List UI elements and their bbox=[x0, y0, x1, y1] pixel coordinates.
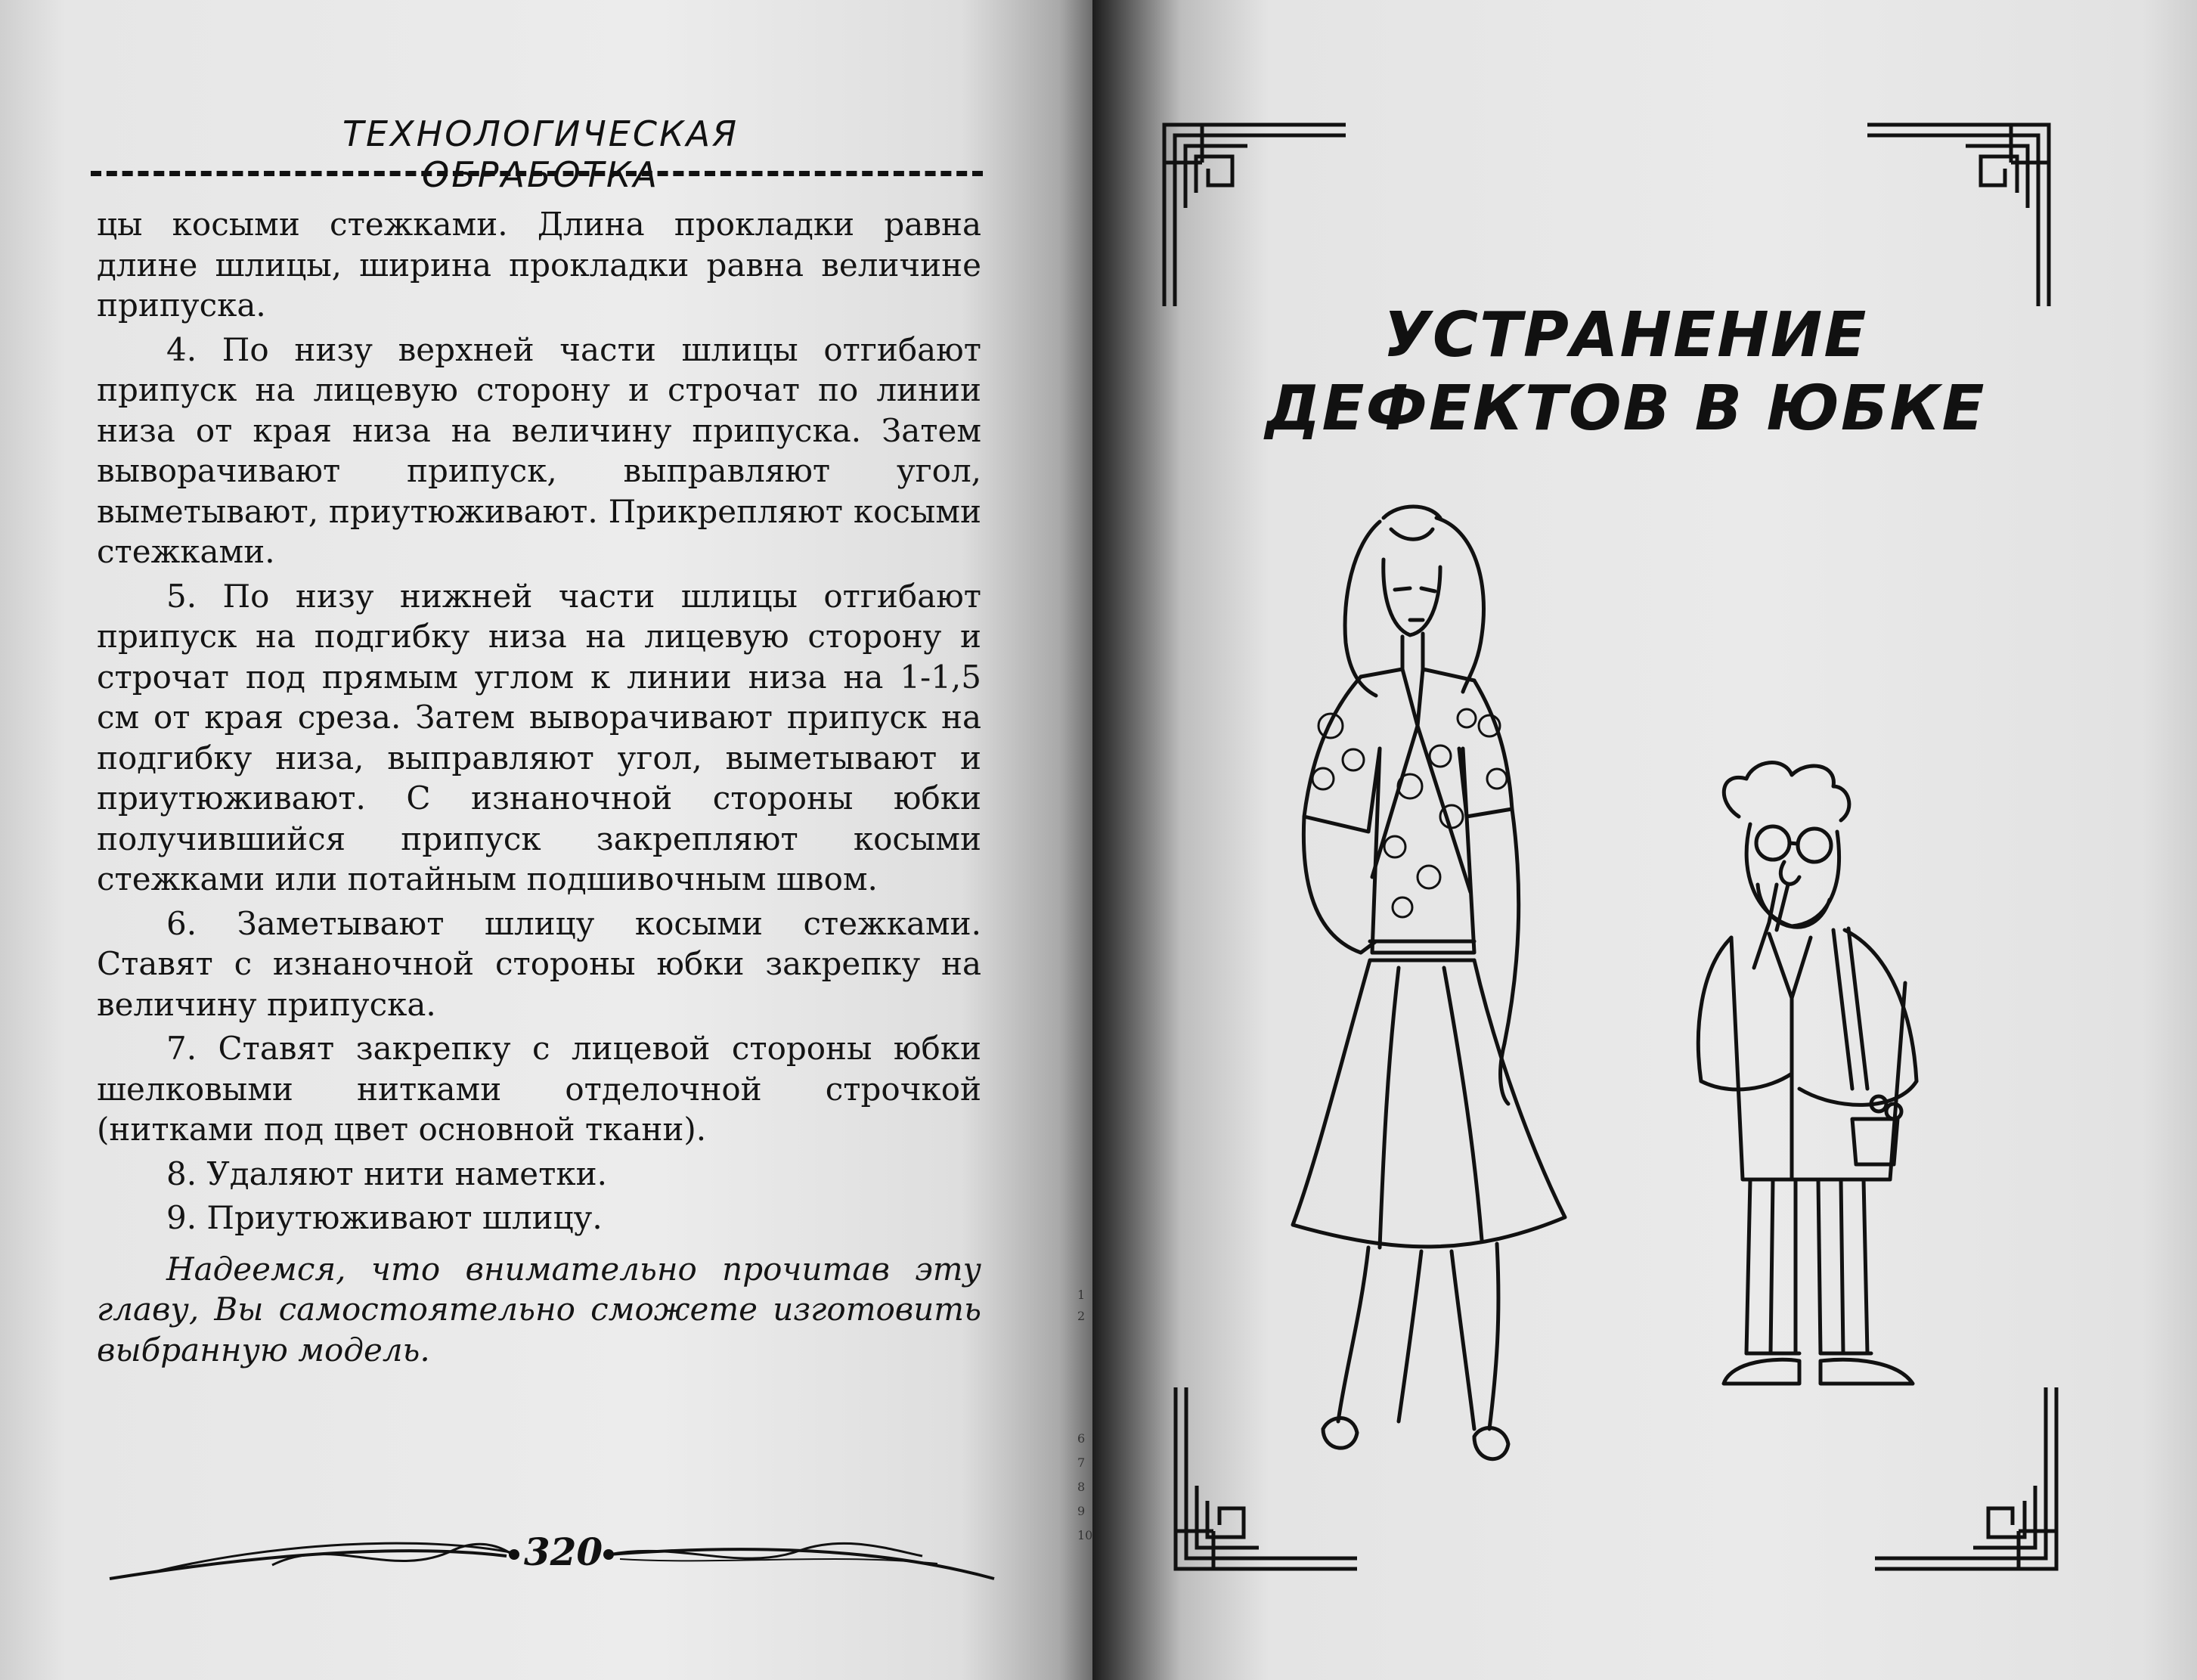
corner-ornament-icon bbox=[1860, 117, 2056, 314]
paragraph-step-6: 6. Заметывают шлицу косыми стежками. Ставят с изнаночной стороны юбки закрепку на величину припуска. bbox=[97, 904, 981, 1023]
paragraph-step-8: 8. Удаляют нити наметки. bbox=[166, 1155, 607, 1192]
margin-mark: 10 bbox=[1077, 1528, 1093, 1542]
woman-figure-icon bbox=[1247, 499, 1610, 1482]
margin-mark: 6 bbox=[1077, 1431, 1086, 1446]
paragraph-step-9: 9. Приутюживают шлицу. bbox=[166, 1199, 603, 1236]
margin-mark: 2 bbox=[1077, 1309, 1086, 1323]
margin-mark: 7 bbox=[1077, 1455, 1086, 1470]
chapter-title-line-1: УСТРАНЕНИЕ bbox=[1383, 299, 1868, 371]
paragraph-step-7: 7. Ставят закрепку с лицевой стороны юбки шелковыми нитками отделочной строчкой (нитками под цвет основной ткани). bbox=[97, 1030, 981, 1148]
page-number: 320 bbox=[523, 1530, 603, 1574]
running-head: ТЕХНОЛОГИЧЕСКАЯ ОБРАБОТКА bbox=[342, 113, 739, 195]
paragraph-step-5: 5. По низу нижней части шлицы отгибают припуск на подгибку низа на лицевую сторону и строчат под прямым углом к линии низа на 1-1,5 см от края среза. Затем выворачивают припуск на подгибку низа, выправляют угол, выметывают и приутюживают. С изнаночной стороны юбки получившийся припуск закрепляют косыми стежками или потайным подшивочным швом. bbox=[97, 577, 981, 897]
paragraph-continuation: цы косыми стежками. Длина прокладки равна длине шлицы, ширина прокладки равна величине припуска. bbox=[97, 206, 981, 324]
margin-mark: 1 bbox=[1077, 1288, 1086, 1302]
paragraph-step-4: 4. По низу верхней части шлицы отгибают припуск на лицевую сторону и строчат по линии низа от края низа на величину припуска. Затем выворачивают припуск, выправляют угол, выметывают, приутюживают. Прикрепляют косыми стежками. bbox=[97, 330, 981, 570]
corner-ornament-icon bbox=[1157, 117, 1353, 314]
margin-mark: 9 bbox=[1077, 1504, 1086, 1518]
chapter-title bbox=[1225, 299, 2026, 445]
left-page bbox=[0, 0, 1092, 1680]
closing-note: Надеемся, что внимательно прочитав эту главу, Вы самостоятельно сможете изготовить выбранную модель. bbox=[97, 1250, 981, 1368]
body-text bbox=[97, 204, 981, 1370]
tailor-figure-icon bbox=[1686, 756, 2003, 1421]
margin-mark: 8 bbox=[1077, 1480, 1086, 1494]
chapter-title-line-2: ДЕФЕКТОВ В ЮБКЕ bbox=[1265, 373, 1986, 445]
running-head-rule bbox=[91, 171, 983, 176]
